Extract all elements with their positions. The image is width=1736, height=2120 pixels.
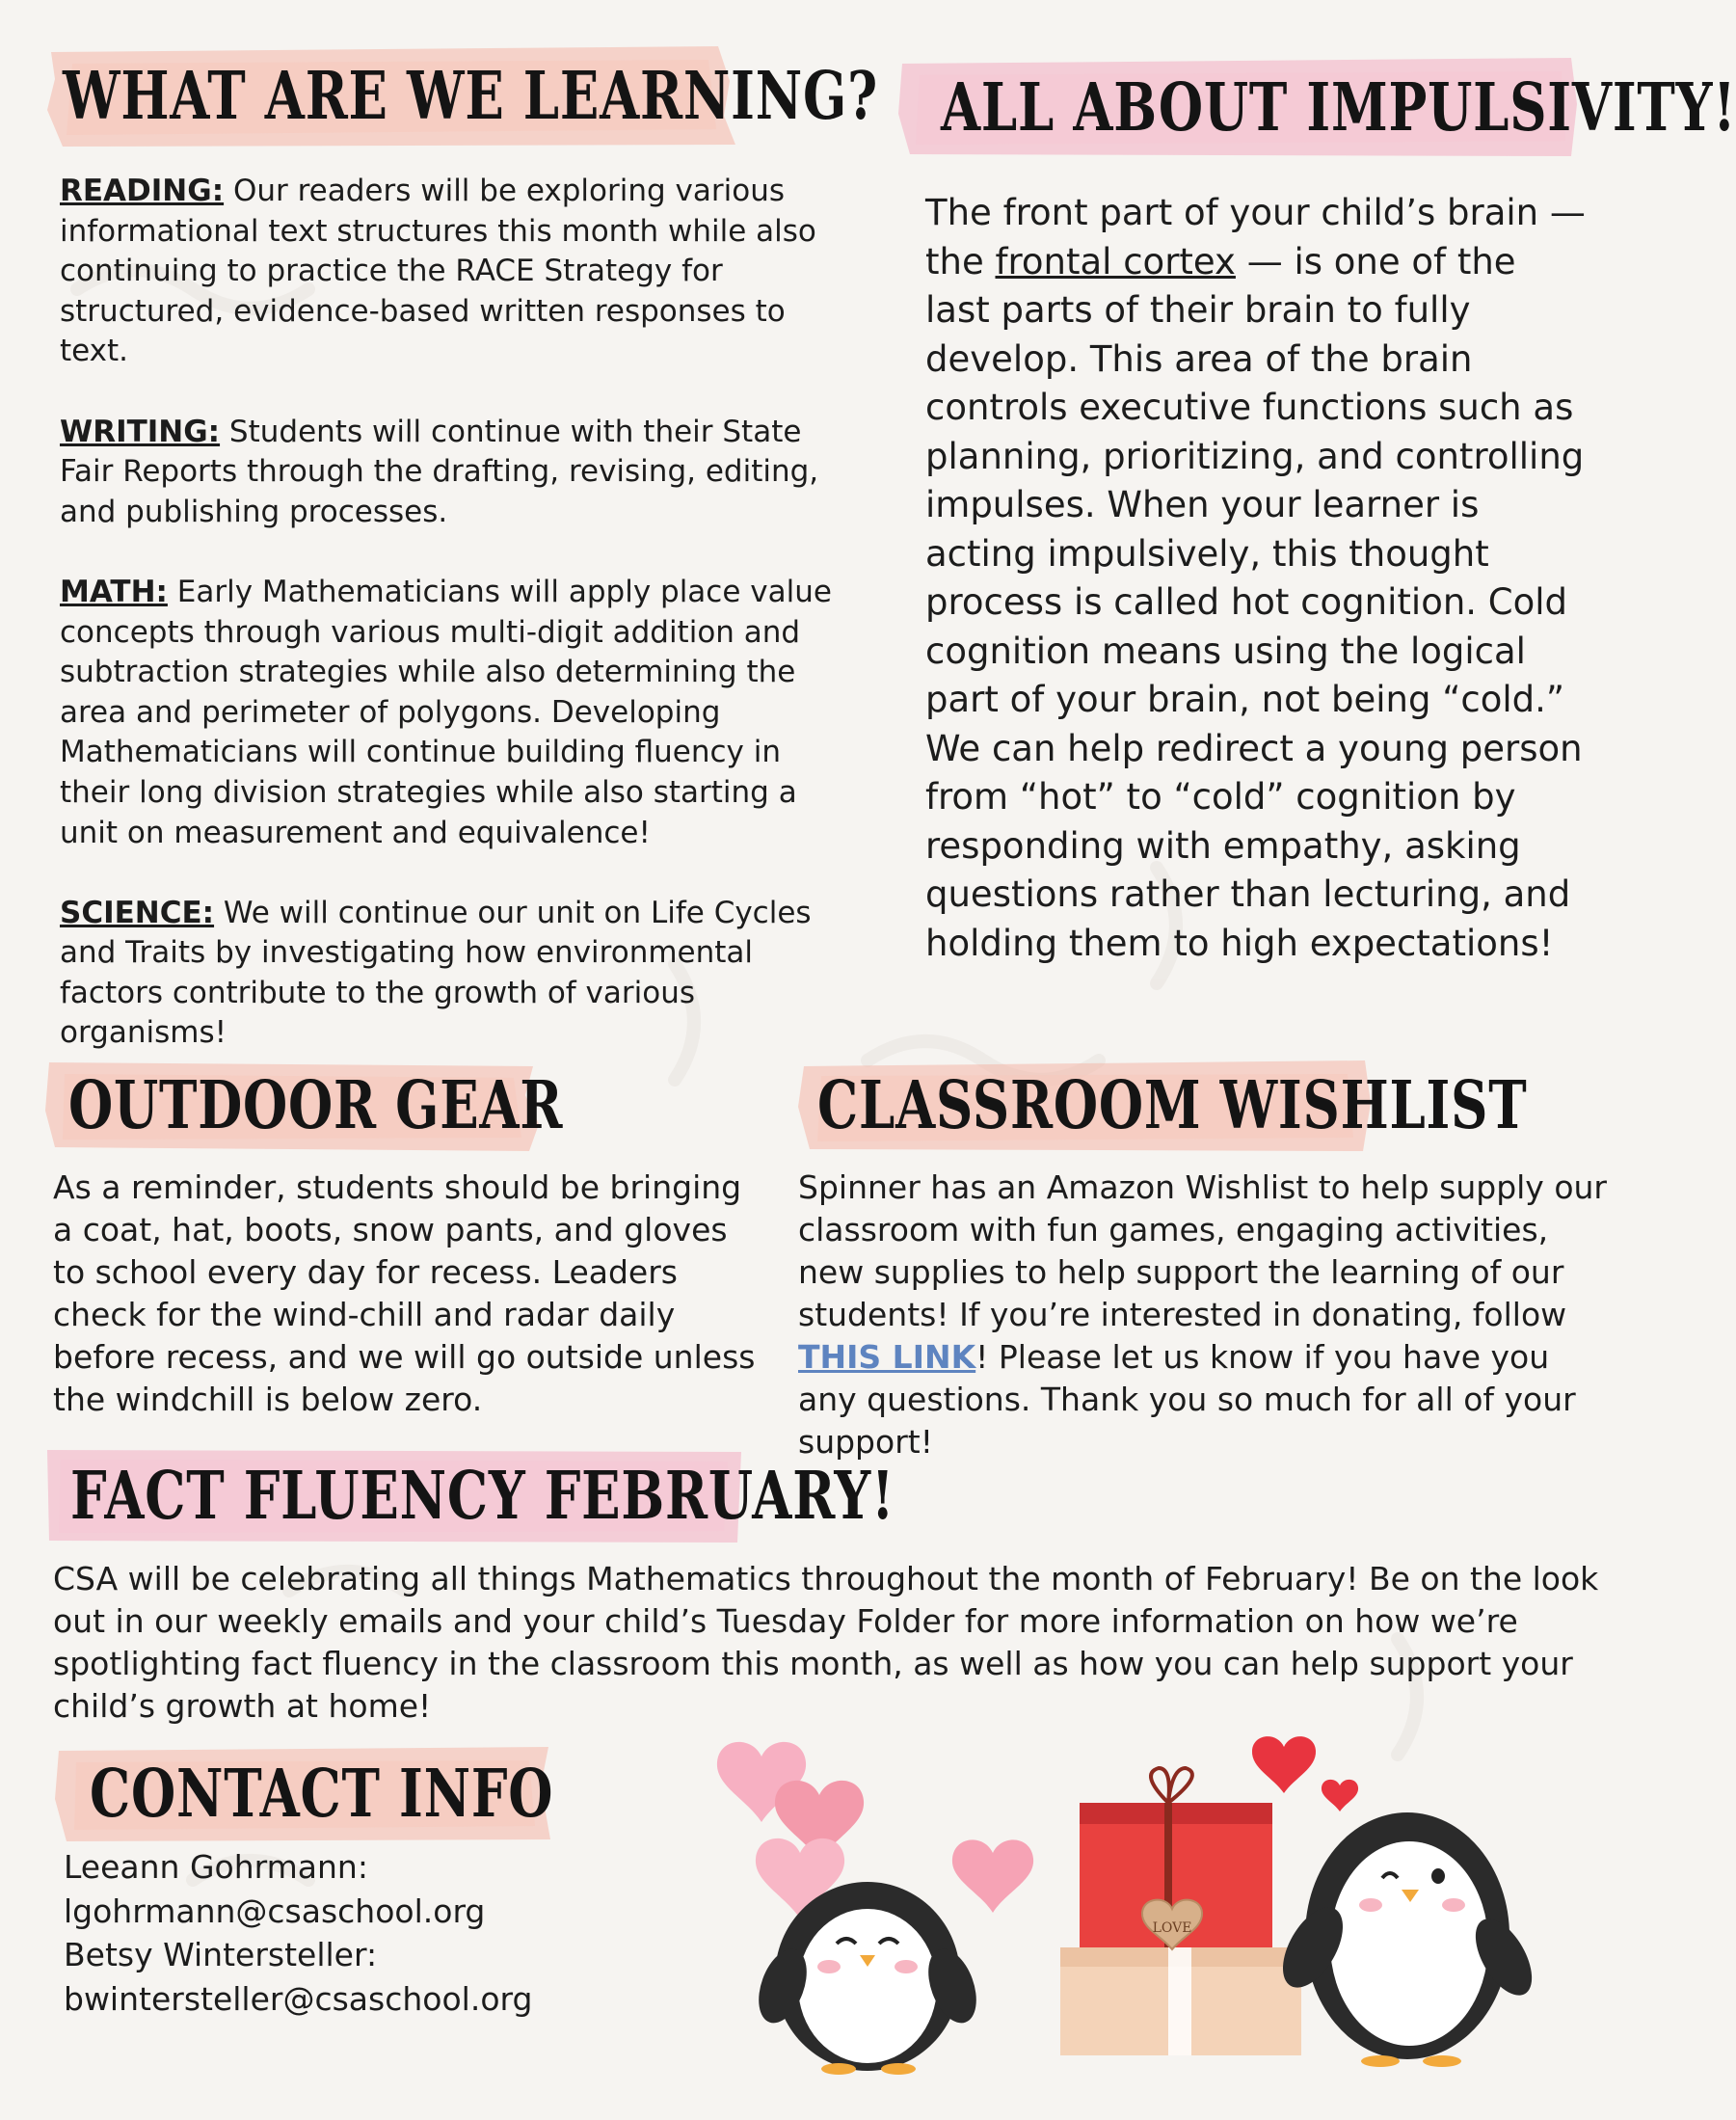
contact-body: [64, 1845, 661, 2021]
gift-boxes: [1060, 1768, 1301, 2055]
contact-heading: CONTACT INFO: [90, 1756, 554, 1833]
learning-heading-banner: [43, 42, 878, 150]
outdoor-paragraph: As a reminder, students should be bringing a coat, hat, boots, snow pants, and gloves to school every day for recess. Leaders check for the wind-chill and radar daily before recess, and we will go outside unless the windchill is below zero.: [53, 1168, 756, 1418]
contact-email-wintersteller[interactable]: bwintersteller@csaschool.org: [64, 1979, 533, 2018]
wishlist-heading: CLASSROOM WISHLIST: [817, 1067, 1528, 1144]
impulsivity-heading: ALL ABOUT IMPULSIVITY!: [941, 69, 1736, 147]
wishlist-text-end: ! Please let us know if you have you any questions. Thank you so much for all of your support!: [798, 1338, 1576, 1461]
wishlist-heading-banner: [796, 1057, 1528, 1155]
wishlist-paragraph: [798, 1167, 1608, 1463]
right-penguin: [1270, 1812, 1543, 2067]
writing-text: Students will continue with their State Fair Reports through the drafting, revising, editing, and publishing processes.: [60, 414, 819, 529]
writing-paragraph: [60, 413, 850, 533]
reading-label: READING:: [60, 174, 225, 208]
math-paragraph: [60, 573, 850, 853]
math-label: MATH:: [60, 574, 168, 609]
reading-paragraph: [60, 172, 850, 372]
math-text: Early Mathematicians will apply place value concepts through various multi-digit addition and subtraction strategies while also determining the area and perimeter of polygons. Developing Mathematicians will continue building fluency in their long division strategies while also starting a unit on measurement and equivalence!: [60, 574, 832, 850]
science-paragraph: [60, 894, 850, 1054]
frontal-cortex-term: frontal cortex: [995, 240, 1236, 282]
gift-tag-text: LOVE: [1152, 1920, 1192, 1936]
contact-name-gohrmann: Leeann Gohrmann:: [64, 1848, 368, 1886]
fluency-heading: FACT FLUENCY FEBRUARY!: [70, 1458, 895, 1535]
reading-text: Our readers will be exploring various informational text structures this month while also continuing to practice the RACE Strategy for structured, evidence-based written responses to text.: [60, 174, 816, 369]
science-label: SCIENCE:: [60, 895, 215, 930]
impulsivity-text-end: — is one of the last parts of their brain to fully develop. This area of the brain controls executive functions such as planning, prioritizing, and controlling impulses. When your learner is acting impulsively, this thought process is called hot cognition. Cold cognition means using the logical part of your brain, not being “cold.” We can help redirect a young person from “hot” to “cold” cognition by responding with empathy, asking questions rather than lecturing, and holding them to high expectations!: [925, 240, 1585, 964]
outdoor-heading: OUTDOOR GEAR: [68, 1067, 564, 1144]
penguins-gift-illustration: [675, 1706, 1581, 2073]
contact-email-gohrmann[interactable]: lgohrmann@csaschool.org: [64, 1892, 486, 1930]
contact-name-wintersteller: Betsy Wintersteller:: [64, 1936, 378, 1973]
impulsivity-text-start: The front part of your child’s brain — the: [925, 192, 1586, 282]
wishlist-body: [798, 1167, 1608, 1463]
outdoor-body: [53, 1167, 757, 1421]
fluency-heading-banner: [43, 1446, 895, 1546]
contact-heading-banner: [53, 1743, 554, 1845]
science-text: We will continue our unit on Life Cycles and Traits by investigating how environmental factors contribute to the growth of various organisms!: [60, 895, 812, 1051]
impulsivity-paragraph: [925, 189, 1590, 968]
learning-heading: WHAT ARE WE LEARNING?: [63, 58, 878, 135]
writing-label: WRITING:: [60, 414, 221, 449]
impulsivity-heading-banner: [896, 56, 1736, 160]
outdoor-heading-banner: [43, 1057, 564, 1155]
learning-body: [60, 172, 850, 1054]
wishlist-text-start: Spinner has an Amazon Wishlist to help supply our classroom with fun games, engaging activities, new supplies to help support the learning of our students! If you’re interested in donating, follow: [798, 1168, 1608, 1333]
left-penguin: [750, 1882, 986, 2075]
fluency-body: [53, 1558, 1615, 1728]
wishlist-link[interactable]: THIS LINK: [798, 1338, 976, 1376]
fluency-paragraph: CSA will be celebrating all things Mathematics throughout the month of February! Be on the look out in our weekly emails and your child’s Tuesday Folder for more information on how we’re spotlighting fact fluency in the classroom this month, as well as how you can help support your child’s growth at home!: [53, 1560, 1599, 1725]
impulsivity-body: [925, 189, 1590, 968]
